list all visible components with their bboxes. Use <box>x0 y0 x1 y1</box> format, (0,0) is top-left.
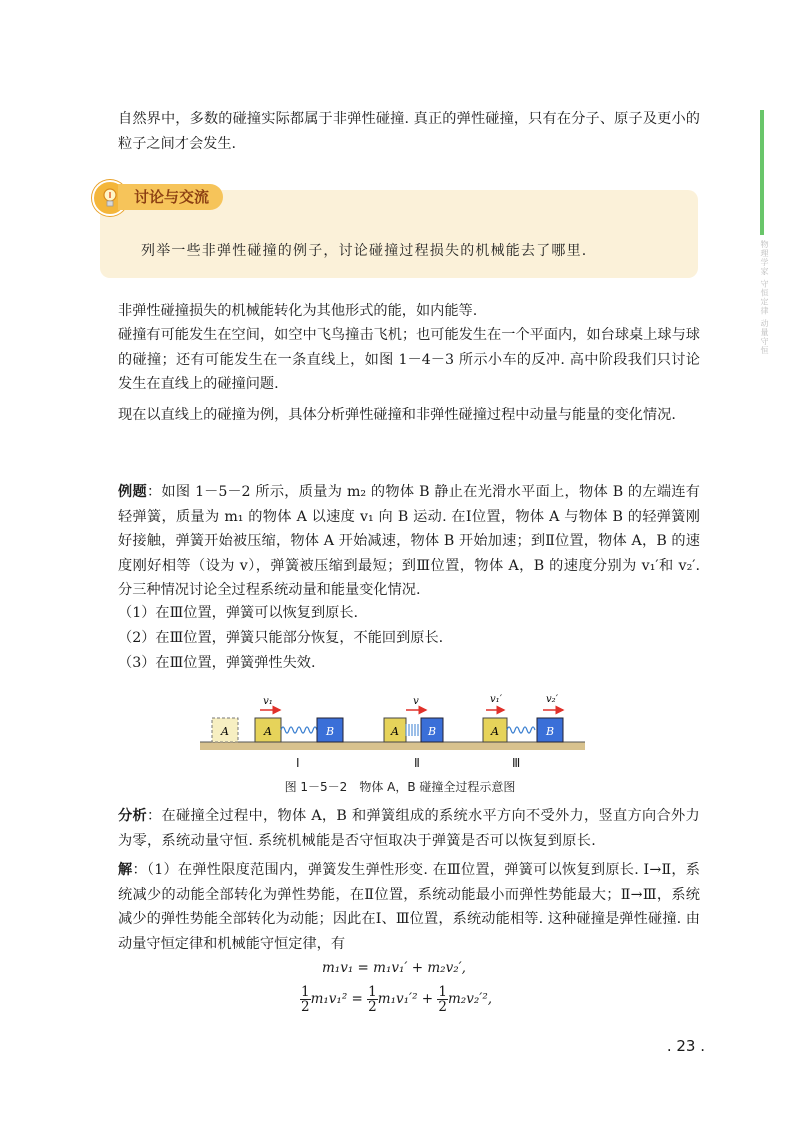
figure-caption: 图 1－5－2 物体 A，B 碰撞全过程示意图 <box>284 780 516 794</box>
position-1-label: Ⅰ <box>296 756 300 770</box>
fraction-half-2: $\frac{1}{2}$ <box>368 984 377 1015</box>
block-b-pos3-label: B <box>545 725 555 738</box>
analysis-label: 分析 <box>118 808 148 824</box>
label-v1p: v₁′ <box>490 694 502 705</box>
energy-term-a: m₁v₁² <box>310 991 348 1007</box>
discussion-label: 讨论与交流 <box>118 184 223 210</box>
block-a-pos2-label: A <box>391 725 399 738</box>
block-b-pos2-label: B <box>427 725 437 738</box>
case-2: （2）在Ⅲ位置，弹簧只能部分恢复，不能回到原长. <box>118 630 444 646</box>
equation-momentum: m₁v₁ = m₁v₁′ + m₂v₂′, <box>322 960 466 976</box>
case-3: （3）在Ⅲ位置，弹簧弹性失效. <box>118 655 316 671</box>
example-label: 例题 <box>118 484 147 500</box>
discussion-badge <box>92 178 242 216</box>
fraction-half-1: $\frac{1}{2}$ <box>301 984 310 1015</box>
solution-paragraph <box>118 858 700 956</box>
paragraph-2: 碰撞有可能发生在空间，如空中飞鸟撞击飞机；也可能发生在一个平面内，如台球桌上球与球的碰撞；还有可能发生在一条直线上，如图 1－4－3 所示小车的反冲. 高中阶段我们只讨论发生在直线上的碰撞问题. <box>118 327 700 392</box>
page-number: . 23 . <box>666 1037 705 1055</box>
block-a-pos3-label: A <box>491 725 499 738</box>
chapter-tab-bar <box>760 110 764 235</box>
label-v1: v₁ <box>263 696 273 707</box>
example-paragraph <box>118 480 700 603</box>
discussion-text: 列举一些非弹性碰撞的例子，讨论碰撞过程损失的机械能去了哪里. <box>141 243 588 259</box>
equation-energy <box>300 985 492 1014</box>
ghost-block-a-label: A <box>221 725 229 738</box>
fraction-half-3: $\frac{1}{2}$ <box>438 984 447 1015</box>
label-v: v <box>413 696 419 707</box>
solution-text: ：（1）在弹性限度范围内，弹簧发生弹性形变. 在Ⅲ位置，弹簧可以恢复到原长. Ⅰ→Ⅱ，系统减少的动能全部转化为弹性势能，在Ⅱ位置，系统动能最小而弹性势能最大；Ⅱ→Ⅲ，系统减少的弹性势能全部转化为动能；因此在Ⅰ、Ⅲ位置，系统动能相等. 这种碰撞是弹性碰撞. 由动量守恒定律和机械能守恒定律，有 <box>118 862 700 952</box>
energy-term-b: m₁v₁′² <box>377 991 418 1007</box>
energy-end: , <box>487 991 493 1007</box>
solution-label: 解 <box>118 862 133 878</box>
chapter-side-tab: 物理学家 守恒定律 动量守恒 <box>760 240 769 356</box>
analysis-text: ：在碰撞全过程中，物体 A，B 和弹簧组成的系统水平方向不受外力，竖直方向合外力为零，系统动量守恒. 系统机械能是否守恒取决于弹簧是否可以恢复到原长. <box>118 808 700 849</box>
intro-paragraph: 自然界中，多数的碰撞实际都属于非弹性碰撞. 真正的弹性碰撞，只有在分子、原子及更小的粒子之间才会发生. <box>118 111 700 152</box>
block-b-pos1-label: B <box>325 725 335 738</box>
paragraph-3: 现在以直线上的碰撞为例，具体分析弹性碰撞和非弹性碰撞过程中动量与能量的变化情况. <box>118 407 676 423</box>
spring-pos3 <box>507 727 535 733</box>
spring-pos2 <box>406 724 418 736</box>
example-text: ：如图 1－5－2 所示，质量为 m₂ 的物体 B 静止在光滑水平面上，物体 B 的左端连有轻弹簧，质量为 m₁ 的物体 A 以速度 v₁ 向 B 运动. 在Ⅰ位置，物体 A 与物体 B 的轻弹簧刚好接触，弹簧开始被压缩，物体 A 开始减速，物体 B 开始加速；到Ⅱ位置，物体 A，B 的速度刚好相等（设为 v），弹簧被压缩到最短；到Ⅲ位置，物体 A，B 的速度分别为 v₁′和 v₂′. 分三种情况讨论全过程系统动量和能量变化情况. <box>118 484 700 598</box>
energy-term-c: m₂v₂′² <box>448 991 488 1007</box>
position-2-label: Ⅱ <box>414 756 420 770</box>
spring-pos1 <box>281 727 317 733</box>
energy-equals: = <box>347 991 368 1007</box>
energy-plus: + <box>417 991 438 1007</box>
block-a-pos1-label: A <box>264 725 272 738</box>
label-v2p: v₂′ <box>546 694 558 705</box>
collision-figure <box>200 690 590 760</box>
paragraph-1: 非弹性碰撞损失的机械能转化为其他形式的能，如内能等. <box>118 303 478 319</box>
ground-surface <box>200 742 585 750</box>
analysis-paragraph <box>118 804 700 853</box>
case-1: （1）在Ⅲ位置，弹簧可以恢复到原长. <box>118 605 359 621</box>
position-3-label: Ⅲ <box>512 756 521 770</box>
